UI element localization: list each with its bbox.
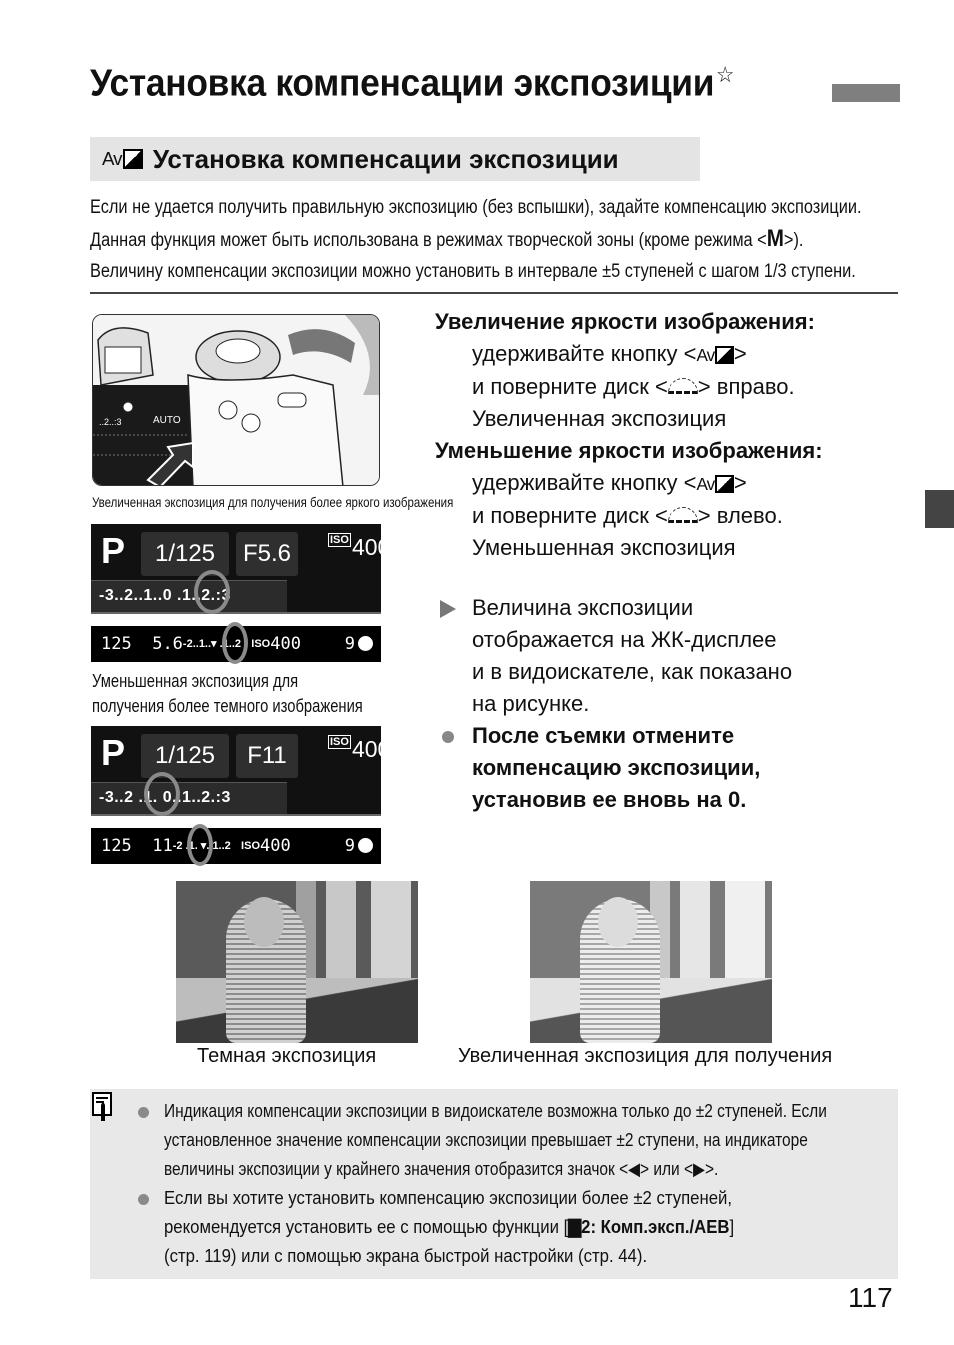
section-heading — [90, 137, 700, 181]
note-line: Индикация компенсации экспозиции в видоискателе возможна только до ±2 ступеней. Если — [164, 1101, 827, 1121]
divider — [90, 292, 898, 294]
camera-illustration — [92, 314, 380, 486]
decrease-result: Уменьшенная экспозиция — [472, 535, 736, 560]
bullet-line: Величина экспозиции — [472, 595, 694, 620]
shooting-mode: P — [101, 732, 126, 773]
mode-m-icon: M — [766, 225, 784, 252]
vf-aperture: 11 — [152, 836, 173, 856]
highlight-ring — [144, 772, 180, 816]
focus-confirmation-icon — [358, 636, 373, 651]
vf-shutter: 125 — [101, 634, 132, 654]
step-text: и поверните диск < — [472, 374, 668, 399]
shooting-mode: P — [101, 530, 126, 571]
main-dial-icon — [668, 378, 698, 394]
menu-reference: 2: Комп.эксп./AEB — [581, 1217, 730, 1237]
title-decoration-bar — [832, 84, 900, 102]
vf-iso-label: ISO — [241, 840, 260, 852]
page-title — [90, 62, 734, 106]
step-text: и поверните диск < — [472, 503, 668, 528]
note-text: ] — [729, 1217, 735, 1237]
note-text: рекомендуется установить ее с помощью функции [ — [164, 1217, 569, 1237]
bullet-line: и в видоискателе, как показано — [472, 659, 793, 684]
bullet-line: компенсацию экспозиции, — [472, 755, 761, 780]
main-dial-icon — [668, 507, 698, 523]
iso-icon: ISO — [330, 736, 349, 748]
av-exposure-compensation-icon — [696, 468, 733, 500]
chapter-tab — [925, 490, 954, 528]
step-text: удерживайте кнопку < — [472, 470, 697, 495]
memo-note-icon — [92, 1092, 112, 1122]
vf-exposure-scale: -2..1..▾ .1..2 — [182, 638, 242, 650]
step-text: > вправо. — [697, 374, 795, 399]
increase-result: Увеличенная экспозиция — [472, 406, 727, 431]
note-line: величины экспозиции у крайнего значения отобразится значок <◀> или <▶>. — [164, 1159, 719, 1179]
aperture-value: F5.6 — [236, 532, 298, 576]
bullet-item — [440, 720, 910, 816]
step-text: > — [733, 470, 747, 495]
aperture-value: F11 — [236, 734, 298, 778]
bullet-line: установив ее вновь на 0. — [472, 787, 747, 812]
intro-line-2-a: Данная функция может быть использована в режимах творческой зоны (кроме режима < — [90, 230, 767, 251]
shutter-speed: 1/125 — [141, 532, 229, 576]
shutter-speed: 1/125 — [141, 734, 229, 778]
highlight-ring — [222, 622, 248, 664]
increase-step-1 — [435, 338, 905, 371]
focus-confirmation-icon — [358, 838, 373, 853]
lcd-divider — [91, 814, 381, 816]
lcd-divider — [91, 612, 381, 614]
viewfinder-display-dark — [91, 828, 381, 864]
note-line: Если вы хотите установить компенсацию экспозиции более ±2 ступеней, — [164, 1188, 733, 1208]
note-list — [133, 1097, 903, 1271]
svg-text:AUTO: AUTO — [153, 415, 181, 426]
av-label: Av — [102, 148, 122, 169]
exposure-level-scale: -3..2 .1. 0..1..2.:3 — [91, 782, 287, 814]
vf-aperture: 5.6 — [152, 634, 183, 654]
info-bullets — [440, 592, 910, 816]
dot-bullet-icon — [442, 731, 454, 743]
star-icon: ☆ — [716, 62, 735, 87]
vf-burst-count: 9 — [344, 836, 355, 856]
note-item — [133, 1097, 903, 1184]
vf-shutter: 125 — [101, 836, 132, 856]
bright-exposure-photo — [530, 881, 772, 1043]
vf-iso: 400 — [270, 634, 301, 654]
note-line — [164, 1213, 734, 1242]
bullet-item — [440, 592, 910, 720]
note-line: установленное значение компенсации экспозиции превышает ±2 ступени, на индикаторе — [164, 1130, 808, 1150]
decrease-step-2 — [435, 500, 905, 532]
vf-burst-count: 9 — [344, 634, 355, 654]
step-text: удерживайте кнопку < — [472, 341, 697, 366]
step-text: > влево. — [697, 503, 783, 528]
iso-setting — [328, 736, 390, 763]
dark-caption-line-1: Уменьшенная экспозиция для — [92, 671, 299, 691]
av-label: Av — [696, 474, 715, 494]
steps-block — [435, 306, 905, 564]
camera-caption: Увеличенная экспозиция для получения более яркого изображения — [92, 494, 454, 510]
bullet-line: После съемки отмените — [472, 723, 735, 748]
av-exposure-compensation-icon — [696, 339, 733, 371]
iso-value: 400 — [351, 736, 391, 762]
increase-step-2 — [435, 371, 905, 403]
plus-minus-icon — [715, 346, 734, 365]
highlight-ring — [194, 570, 230, 614]
lcd-display-dark — [91, 726, 391, 816]
dark-photo-caption: Темная экспозиция — [197, 1045, 377, 1067]
av-label: Av — [696, 345, 715, 365]
camera-menu-icon: ▇ — [568, 1217, 582, 1237]
page-title-text: Установка компенсации экспозиции — [90, 62, 715, 105]
note-item — [133, 1184, 903, 1271]
intro-paragraph — [90, 192, 862, 287]
av-exposure-compensation-icon — [102, 148, 143, 170]
decrease-step-1 — [435, 467, 905, 500]
bullet-line: на рисунке. — [472, 691, 590, 716]
vf-iso-label: ISO — [251, 638, 271, 650]
vf-exposure-scale: -2 .1. ▾..1..2 — [172, 840, 231, 852]
bright-photo-caption: Увеличенная экспозиция для получения — [458, 1045, 833, 1067]
section-heading-text: Установка компенсации экспозиции — [152, 143, 619, 174]
exposure-level-scale: -3..2..1..0 .1..2.:3 — [91, 580, 287, 612]
intro-line-2 — [90, 223, 804, 256]
iso-value: 400 — [351, 534, 391, 560]
plus-minus-icon — [123, 149, 143, 169]
plus-minus-icon — [715, 475, 734, 494]
intro-line-3: Величину компенсации экспозиции можно установить в интервале ±5 ступеней с шагом 1/3 ступени. — [90, 261, 856, 282]
svg-text:..2..:3: ..2..:3 — [99, 417, 122, 427]
iso-icon: ISO — [330, 534, 349, 546]
dark-exposure-photo — [176, 881, 418, 1043]
decrease-heading: Уменьшение яркости изображения: — [435, 438, 823, 463]
vf-iso: 400 — [260, 836, 291, 856]
triangle-bullet-icon — [440, 600, 456, 618]
intro-line-2-b: >). — [783, 230, 804, 251]
page-number: 117 — [848, 1282, 893, 1313]
iso-setting — [328, 534, 390, 561]
dot-bullet-icon — [138, 1107, 149, 1118]
highlight-ring — [187, 824, 213, 866]
lcd-display-bright — [91, 524, 391, 614]
dark-caption-line-2: получения более темного изображения — [92, 696, 363, 716]
increase-heading: Увеличение яркости изображения: — [435, 309, 815, 334]
intro-line-1: Если не удается получить правильную экспозицию (без вспышки), задайте компенсацию экспозиции. — [90, 197, 862, 218]
note-line: (стр. 119) или с помощью экрана быстрой настройки (стр. 44). — [164, 1246, 648, 1266]
bullet-line: отображается на ЖК-дисплее — [472, 627, 777, 652]
dot-bullet-icon — [138, 1194, 149, 1205]
camera-drawing-icon — [93, 315, 380, 486]
step-text: > — [733, 341, 747, 366]
